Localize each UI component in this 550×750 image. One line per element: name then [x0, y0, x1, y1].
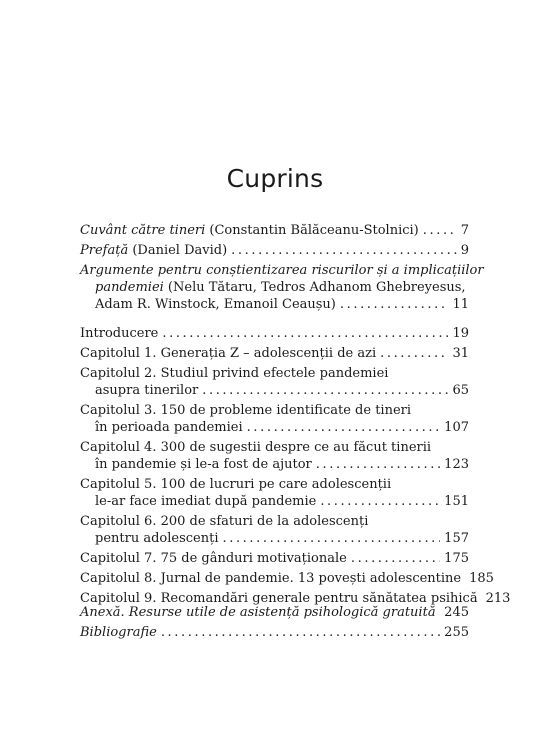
- toc-entry-title: Capitolul 8. Jurnal de pandemie. 13 povești adolescentine: [80, 571, 462, 586]
- toc-entry-argumente[interactable]: [80, 262, 484, 313]
- toc-entry-title: Prefață: [80, 243, 129, 258]
- toc-entry-title-cont: în pandemie și le-a fost de ajutor: [95, 457, 312, 472]
- toc-entry-author: (Constantin Bălăceanu-Stolnici): [205, 223, 419, 238]
- toc-entry-capitolul-8[interactable]: [80, 570, 494, 587]
- toc-page-number: 107: [444, 420, 469, 435]
- toc-entry-title: Capitolul 4. 300 de sugestii despre ce au făcut tinerii: [80, 440, 432, 455]
- toc-entry-capitolul-2[interactable]: [80, 365, 469, 399]
- toc-entry-prefata[interactable]: [80, 242, 469, 259]
- toc-page-number: 255: [444, 625, 469, 640]
- toc-entry-capitolul-3[interactable]: [80, 402, 469, 436]
- toc-entry-title-cont: le-ar face imediat după pandemie: [95, 494, 317, 509]
- toc-entry-cuvant[interactable]: [80, 222, 469, 239]
- toc-page-number: 151: [444, 494, 469, 509]
- toc-entry-capitolul-6[interactable]: [80, 513, 469, 547]
- toc-page-number: 245: [444, 605, 469, 620]
- leader-dots: [419, 222, 457, 239]
- toc-entry-title: Cuvânt către tineri: [80, 223, 206, 238]
- toc-front-section: [80, 222, 484, 313]
- toc-entry-title: Capitolul 1. Generația Z – adolescenții de azi: [80, 346, 377, 361]
- toc-entry-title-cont: în perioada pandemiei: [95, 420, 243, 435]
- toc-page-number: 213: [485, 591, 511, 606]
- toc-entry-author: (Nelu Tătaru, Tedros Adhanom Ghebreyesus,: [163, 280, 466, 295]
- toc-entry-title: Capitolul 2. Studiul privind efectele pandemiei: [80, 366, 389, 381]
- toc-entry-title: Anexă. Resurse utile de asistență psihologică gratuită: [80, 605, 436, 620]
- leader-dots: [157, 624, 440, 641]
- leader-dots: [312, 456, 440, 473]
- leader-dots: [347, 550, 440, 567]
- page-title: Cuprins: [226, 164, 324, 193]
- toc-page-number: 9: [460, 243, 469, 258]
- toc-entry-capitolul-5[interactable]: [80, 476, 469, 510]
- toc-entry-capitolul-1[interactable]: [80, 345, 469, 362]
- toc-page-number: 123: [444, 457, 469, 472]
- toc-entry-title: Capitolul 7. 75 de gânduri motivaționale: [80, 551, 347, 566]
- toc-entry-title-cont: pentru adolescenți: [95, 531, 219, 546]
- toc-entry-title: Capitolul 5. 100 de lucruri pe care adolescenții: [80, 477, 392, 492]
- toc-entry-title: Capitolul 9. Recomandări generale pentru sănătatea psihică: [80, 591, 478, 606]
- toc-entry-author: (Daniel David): [128, 243, 228, 258]
- toc-chapters-section: [80, 325, 511, 607]
- leader-dots: [198, 382, 448, 399]
- toc-page-number: 7: [460, 223, 469, 238]
- leader-dots: [316, 493, 440, 510]
- leader-dots: [218, 530, 440, 547]
- toc-entry-title: Argumente pentru conștientizarea riscurilor și a implicațiilor: [80, 263, 484, 278]
- leader-dots: [158, 325, 448, 342]
- toc-entry-capitolul-4[interactable]: [80, 439, 469, 473]
- toc-entry-anexa[interactable]: [80, 604, 469, 621]
- toc-page-number: 175: [444, 551, 469, 566]
- toc-page-number: 185: [469, 571, 494, 586]
- toc-entry-author-cont: Adam R. Winstock, Emanoil Ceaușu): [95, 297, 336, 312]
- toc-entry-bibliografie[interactable]: [80, 624, 469, 641]
- toc-entry-capitolul-7[interactable]: [80, 550, 469, 567]
- toc-page-number: 11: [452, 297, 469, 312]
- toc-page-number: 19: [452, 326, 469, 341]
- toc-entry-title: Capitolul 6. 200 de sfaturi de la adolescenți: [80, 514, 369, 529]
- leader-dots: [227, 242, 457, 259]
- toc-page-number: 65: [452, 383, 469, 398]
- leader-dots: [376, 345, 448, 362]
- toc-entry-title: Introducere: [80, 326, 159, 341]
- toc-entry-title-cont: pandemiei: [95, 280, 164, 295]
- toc-entry-introducere[interactable]: [80, 325, 469, 342]
- leader-dots: [243, 419, 441, 436]
- toc-page-number: 31: [452, 346, 469, 361]
- toc-page-number: 157: [444, 531, 469, 546]
- toc-entry-title: Bibliografie: [80, 625, 157, 640]
- toc-back-section: [80, 604, 469, 641]
- toc-entry-title: Capitolul 3. 150 de probleme identificate de tineri: [80, 403, 412, 418]
- leader-dots: [336, 296, 449, 313]
- toc-entry-title-cont: asupra tinerilor: [95, 383, 199, 398]
